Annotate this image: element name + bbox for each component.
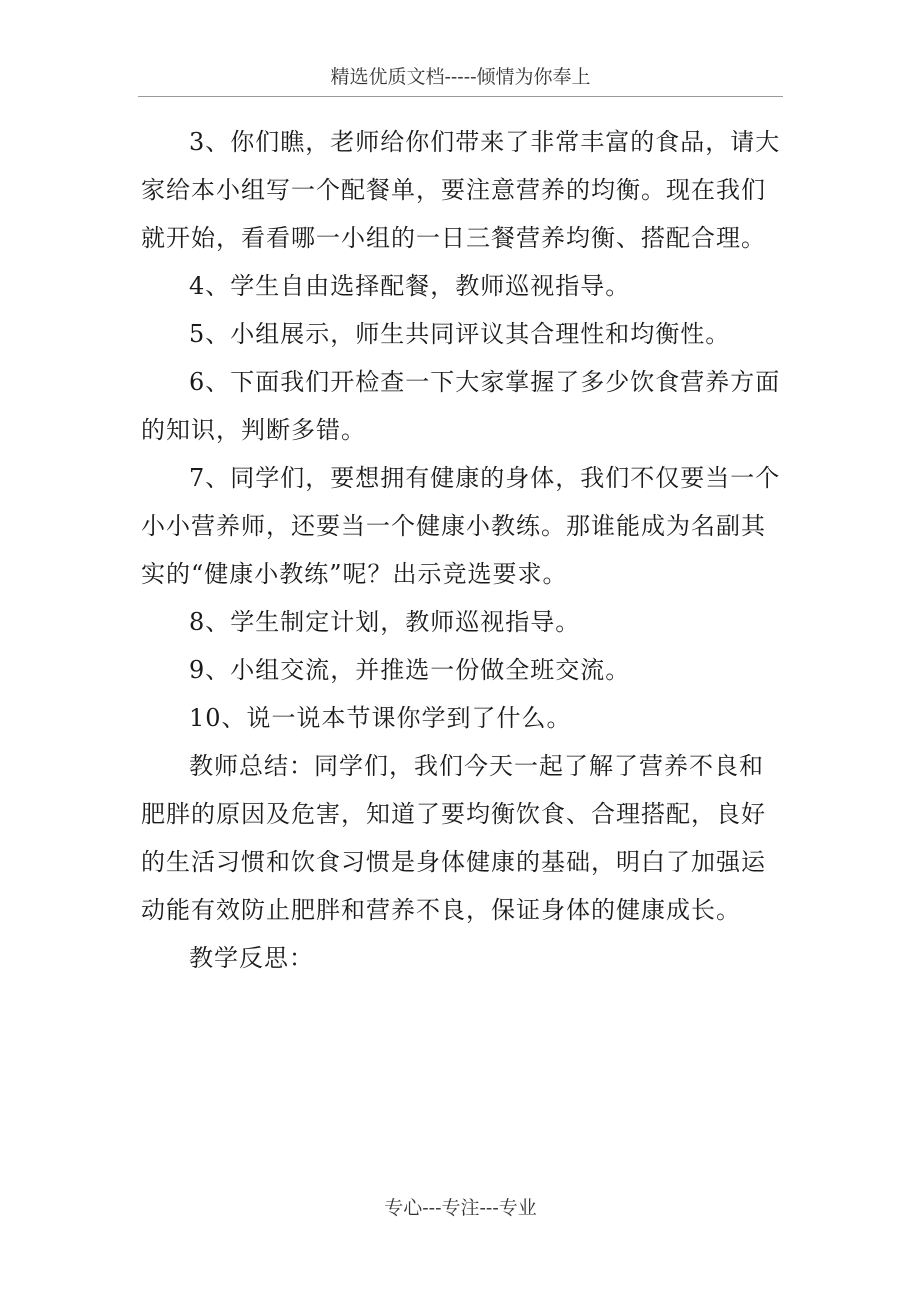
paragraph-step-7: 7、同学们，要想拥有健康的身体，我们不仅要当一个小小营养师，还要当一个健康小教练。那谁能成为名副其实的“健康小教练”呢？出示竞选要求。	[141, 464, 781, 588]
paragraph-step-3: 3、你们瞧，老师给你们带来了非常丰富的食品，请大家给本小组写一个配餐单，要注意营养的均衡。现在我们就开始，看看哪一小组的一日三餐营养均衡、搭配合理。	[141, 128, 781, 252]
page-footer	[138, 1193, 783, 1223]
paragraph-teaching-reflection: 教学反思：	[189, 944, 314, 972]
header-text: 精选优质文档-----倾情为你奉上	[330, 66, 591, 88]
page-header	[138, 62, 783, 97]
paragraph-step-9: 9、小组交流，并推选一份做全班交流。	[189, 656, 631, 684]
paragraph-step-6: 6、下面我们开检查一下大家掌握了多少饮食营养方面的知识，判断多错。	[141, 368, 781, 444]
paragraph-step-4: 4、学生自由选择配餐，教师巡视指导。	[189, 272, 631, 300]
paragraph-step-8: 8、学生制定计划，教师巡视指导。	[189, 608, 581, 636]
paragraph-teacher-summary: 教师总结：同学们，我们今天一起了解了营养不良和肥胖的原因及危害，知道了要均衡饮食、合理搭配，良好的生活习惯和饮食习惯是身体健康的基础，明白了加强运动能有效防止肥胖和营养不良，保证身体的健康成长。	[141, 752, 766, 924]
paragraph-step-10: 10、说一说本节课你学到了什么。	[189, 704, 572, 732]
footer-text: 专心---专注---专业	[384, 1197, 537, 1219]
document-body	[141, 118, 781, 982]
paragraph-step-5: 5、小组展示，师生共同评议其合理性和均衡性。	[189, 320, 731, 348]
